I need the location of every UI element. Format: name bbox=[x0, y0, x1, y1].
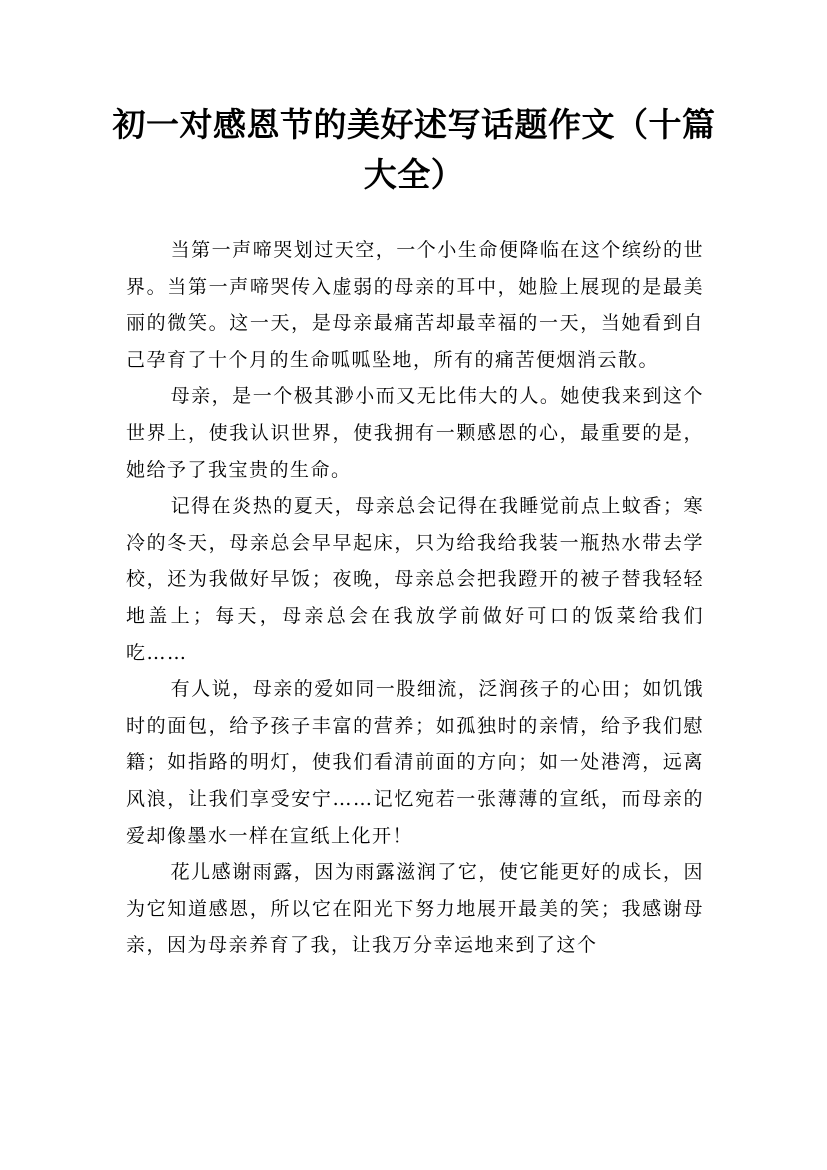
document-body bbox=[126, 232, 704, 964]
paragraph: 花儿感谢雨露，因为雨露滋润了它，使它能更好的成长，因为它知道感恩，所以它在阳光下努力地展开最美的笑；我感谢母亲，因为母亲养育了我，让我万分幸运地来到了这个 bbox=[126, 861, 704, 957]
paragraph: 有人说，母亲的爱如同一股细流，泛润孩子的心田；如饥饿时的面包，给予孩子丰富的营养；如孤独时的亲情，给予我们慰籍；如指路的明灯，使我们看清前面的方向；如一处港湾，远离风浪，让我们享受安宁……记忆宛若一张薄薄的宣纸，而母亲的爱却像墨水一样在宣纸上化开！ bbox=[126, 678, 704, 847]
paragraph: 记得在炎热的夏天，母亲总会记得在我睡觉前点上蚊香；寒冷的冬天，母亲总会早早起床，只为给我给我装一瓶热水带去学校，还为我做好早饭；夜晚，母亲总会把我蹬开的被子替我轻轻地盖上；每天，母亲总会在我放学前做好可口的饭菜给我们吃…… bbox=[126, 495, 704, 664]
paragraph: 当第一声啼哭划过天空，一个小生命便降临在这个缤纷的世界。当第一声啼哭传入虚弱的母亲的耳中，她脸上展现的是最美丽的微笑。这一天，是母亲最痛苦却最幸福的一天，当她看到自己孕育了十个月的生命呱呱坠地，所有的痛苦便烟消云散。 bbox=[126, 239, 704, 371]
paragraph: 母亲，是一个极其渺小而又无比伟大的人。她使我来到这个世界上，使我认识世界，使我拥有一颗感恩的心，最重要的是，她给予了我宝贵的生命。 bbox=[126, 385, 704, 481]
document-title: 初一对感恩节的美好述写话题作文（十篇大全） bbox=[112, 105, 716, 194]
